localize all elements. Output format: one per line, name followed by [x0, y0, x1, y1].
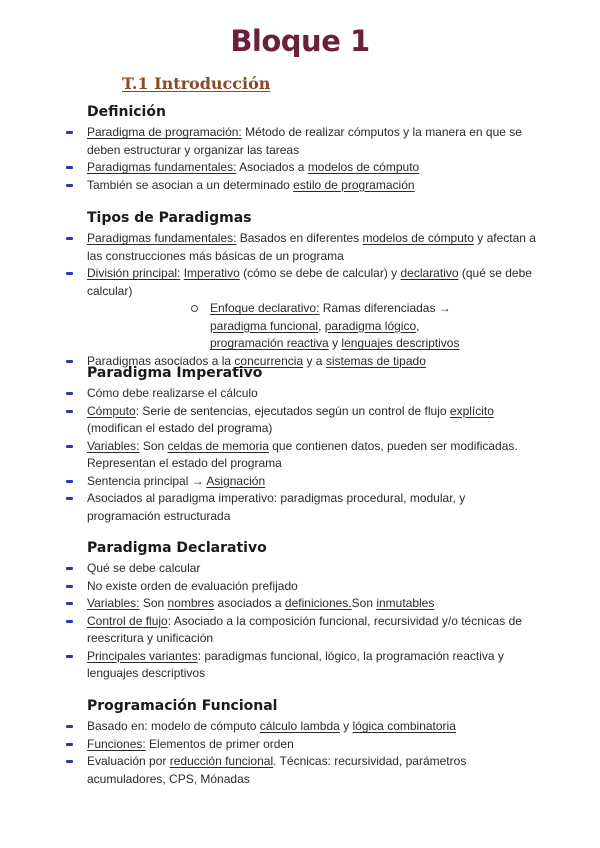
- bullet-list: [0, 124, 600, 194]
- section-imperativo: [0, 363, 600, 525]
- bullet-dash-icon: [66, 655, 73, 658]
- bullet-list: [0, 385, 600, 525]
- text-run: Basado en: modelo de cómputo: [87, 719, 260, 733]
- underlined-term: sistemas de tipado: [325, 353, 426, 368]
- section-declarativo: [0, 538, 600, 683]
- text-run: Asociados a: [236, 160, 308, 174]
- bullet-dash-icon: [66, 585, 73, 588]
- text-run: asociados a: [214, 596, 285, 610]
- bullet-list: [0, 560, 600, 683]
- text-run: y afectan a las construcciones más básicas de un programa: [87, 231, 536, 263]
- text-run: Son: [139, 596, 168, 610]
- bullet-dash-icon: [66, 743, 73, 746]
- underlined-term: Enfoque declarativo:: [210, 301, 320, 315]
- underlined-term: modelos de cómputo: [362, 231, 474, 245]
- section-heading: Tipos de Paradigmas: [87, 210, 252, 226]
- list-item: [0, 265, 600, 353]
- list-item: [0, 648, 600, 683]
- bullet-dash-icon: [66, 602, 73, 605]
- text-run: Método de realizar cómputos y la manera en que se deben estructurar y organizar las tareas: [87, 125, 522, 157]
- text-run: Evaluación por: [87, 754, 170, 768]
- text-run: ,: [416, 318, 420, 333]
- list-item: [0, 159, 600, 177]
- list-item: [0, 438, 600, 473]
- bullet-dash-icon: [66, 131, 73, 134]
- list-item: [0, 613, 600, 648]
- list-item: [0, 177, 600, 195]
- text-run: Son: [139, 438, 168, 453]
- text-run: y a: [303, 353, 326, 368]
- text-run: Sentencia principal →: [87, 473, 207, 488]
- text-run: ,: [318, 318, 325, 333]
- underlined-term: estilo de programación: [293, 177, 415, 192]
- list-item: [0, 403, 600, 438]
- underlined-term: reducción funcional: [169, 754, 274, 768]
- bullet-dash-icon: [66, 725, 73, 728]
- list-item: [0, 736, 600, 754]
- text-run: que contienen datos, pueden ser modificadas. Representan el estado del programa: [87, 438, 518, 470]
- bullet-dash-icon: [66, 410, 73, 413]
- underlined-term: nombres: [167, 596, 215, 610]
- bullet-dash-icon: [66, 392, 73, 395]
- bullet-dash-icon: [66, 237, 73, 240]
- underlined-term: Variables:: [87, 596, 140, 610]
- list-item: [0, 595, 600, 613]
- underlined-term: Paradigmas fundamentales:: [87, 231, 237, 245]
- text-run: : Serie de sentencias, ejecutados según un control de flujo: [135, 403, 450, 418]
- bullet-dash-icon: [66, 272, 73, 275]
- text-run: Cómo debe realizarse el cálculo: [87, 386, 258, 400]
- underlined-term: paradigma lógico: [324, 318, 417, 333]
- text-run: : Asociado a la composición funcional, recursividad y/o técnicas de reescritura y unificación: [87, 613, 522, 645]
- underlined-term: lenguajes descriptivos: [341, 336, 460, 350]
- bullet-dash-icon: [66, 445, 73, 448]
- list-item: [0, 718, 600, 736]
- text-run: Asociados al paradigma imperativo: paradigmas procedural, modular, y programación estructurada: [87, 491, 466, 523]
- bullet-dash-icon: [66, 166, 73, 169]
- section-definicion: [0, 102, 600, 194]
- bullet-list: [0, 718, 600, 788]
- bullet-dash-icon: [66, 480, 73, 483]
- section-heading: Definición: [87, 104, 166, 120]
- list-item: [0, 385, 600, 403]
- list-item: [0, 124, 600, 159]
- list-item: [0, 490, 600, 525]
- underlined-term: Variables:: [87, 438, 140, 453]
- underlined-term: cálculo lambda: [259, 719, 340, 733]
- underlined-term: Principales variantes: [87, 648, 198, 663]
- text-run: Paradigmas asociados a la: [87, 353, 235, 368]
- underlined-term: lógica combinatoria: [352, 719, 456, 733]
- underlined-term: Paradigmas fundamentales:: [87, 160, 237, 174]
- underlined-term: explícito: [449, 403, 494, 418]
- section-funcional: [0, 696, 600, 788]
- list-item: [0, 753, 600, 788]
- sub-list: [87, 300, 540, 353]
- bullet-dash-icon: [66, 567, 73, 570]
- circle-bullet-icon: [191, 305, 198, 312]
- underlined-term: modelos de cómputo: [307, 160, 420, 174]
- text-run: Elementos de primer orden: [145, 736, 294, 751]
- text-run: : paradigmas funcional, lógico, la programación reactiva y lenguajes descriptivos: [87, 648, 504, 680]
- list-item: [0, 560, 600, 578]
- sub-list-item: [87, 300, 540, 353]
- underlined-term: Cómputo: [87, 403, 136, 418]
- text-run: No existe orden de evaluación prefijado: [87, 578, 298, 593]
- bullet-dash-icon: [66, 184, 73, 187]
- section-heading: Paradigma Imperativo: [87, 365, 263, 381]
- bullet-dash-icon: [66, 760, 73, 763]
- section-tipos: [0, 208, 600, 370]
- underlined-term: Asignación: [206, 473, 266, 488]
- text-run: y: [339, 719, 353, 733]
- section-subtitle: T.1 Introducción: [122, 74, 271, 93]
- text-run: . Técnicas: recursividad, parámetros acumuladores, CPS, Mónadas: [87, 754, 467, 786]
- text-run: Ramas diferenciadas →: [319, 301, 451, 315]
- bullet-list: [0, 230, 600, 370]
- underlined-term: celdas de memoria: [167, 438, 269, 453]
- text-run: Son: [351, 596, 377, 610]
- text-run: (modifican el estado del programa): [87, 421, 273, 435]
- underlined-term: declarativo: [400, 266, 459, 280]
- text-run: Basados en diferentes: [236, 231, 363, 245]
- underlined-term: paradigma funcional: [210, 318, 319, 333]
- section-heading: Paradigma Declarativo: [87, 540, 267, 556]
- underlined-term: Control de flujo: [87, 613, 168, 628]
- text-run: (qué se debe calcular): [87, 266, 532, 298]
- text-run: (cómo se debe de calcular) y: [239, 266, 401, 280]
- bullet-dash-icon: [66, 620, 73, 623]
- list-item: [0, 578, 600, 596]
- underlined-term: División principal:: [87, 266, 181, 280]
- list-item: [0, 473, 600, 491]
- underlined-term: inmutables: [376, 596, 435, 610]
- page-title: Bloque 1: [230, 24, 370, 58]
- bullet-dash-icon: [66, 497, 73, 500]
- text-run: Qué se debe calcular: [87, 561, 201, 575]
- underlined-term: Imperativo: [183, 266, 240, 280]
- text-run: También se asocian a un determinado: [87, 177, 294, 192]
- section-heading: Programación Funcional: [87, 698, 278, 714]
- underlined-term: Paradigma de programación:: [87, 125, 242, 139]
- underlined-term: concurrencia: [234, 353, 304, 368]
- underlined-term: Funciones:: [87, 736, 146, 751]
- underlined-term: programación reactiva: [210, 336, 329, 350]
- text-run: y: [328, 336, 342, 350]
- list-item: [0, 230, 600, 265]
- underlined-term: definiciones.: [284, 596, 352, 610]
